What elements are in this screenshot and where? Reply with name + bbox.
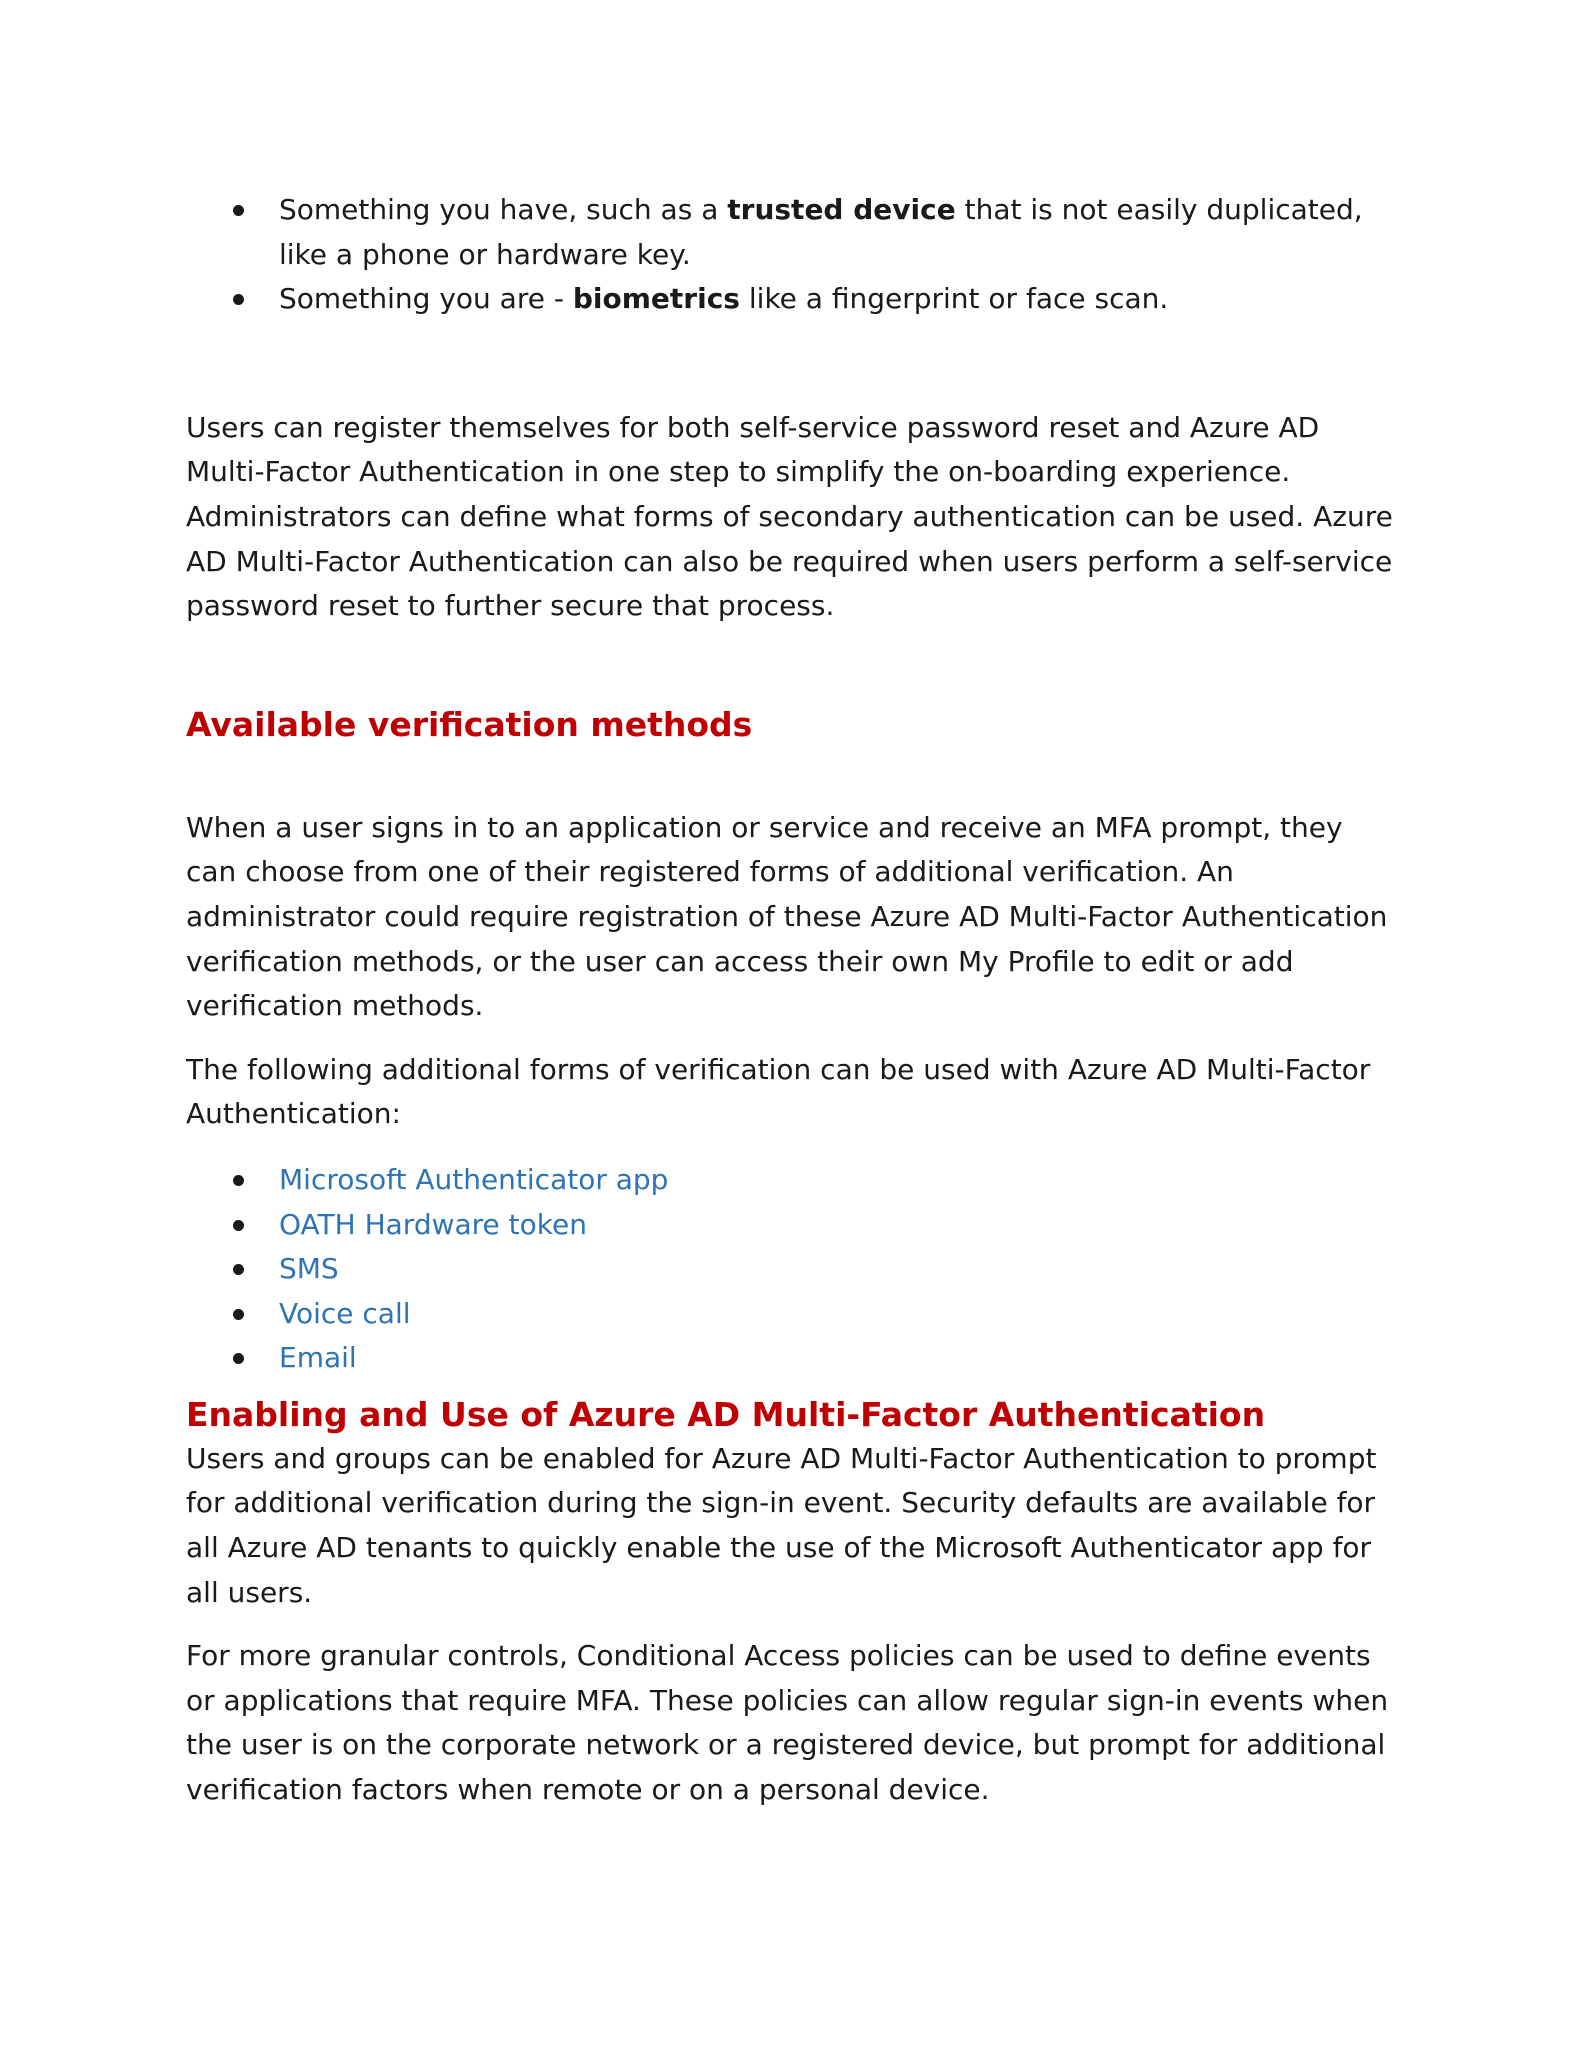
bullet-dot: [233, 1220, 244, 1231]
bullet-dot: [233, 1175, 244, 1186]
bullet-dot: [233, 294, 244, 305]
method-link-email[interactable]: Email: [279, 1341, 357, 1375]
bullet-bold-term: biometrics: [572, 282, 740, 316]
method-link-sms[interactable]: SMS: [279, 1252, 339, 1286]
bullet-text-pre: Something you have, such as a: [279, 193, 728, 226]
factor-bullet-list: [186, 188, 1396, 322]
list-item: [186, 1158, 1396, 1203]
conditional-access-paragraph: For more granular controls, Conditional Access policies can be used to define events or applications that require MFA. These policies can allow regular sign-in events when the user is on the corporate network or a registered device, but prompt for additional verification factors when remote or on a personal device.: [186, 1639, 1389, 1807]
document-page: [186, 188, 1396, 1813]
section-heading-enabling-mfa: Enabling and Use of Azure AD Multi-Factor Authentication: [186, 1394, 1266, 1434]
method-link-voice-call[interactable]: Voice call: [279, 1296, 411, 1330]
method-link-oath-token[interactable]: OATH Hardware token: [279, 1207, 587, 1241]
list-item: [186, 1247, 1396, 1292]
verification-method-list: [186, 1158, 1396, 1381]
bullet-biometrics: [186, 277, 1396, 322]
bullet-text-post: like a fingerprint or face scan.: [739, 282, 1169, 316]
bullet-text-pre: Something you are -: [279, 282, 573, 316]
bullet-trusted-device: [186, 188, 1396, 277]
method-link-authenticator-app[interactable]: Microsoft Authenticator app: [279, 1162, 669, 1196]
bullet-text-post: that is not easily duplicated, like a phone or hardware key.: [279, 193, 1363, 271]
list-item: [186, 1203, 1396, 1248]
bullet-bold-term: trusted device: [727, 193, 956, 226]
enabling-paragraph: Users and groups can be enabled for Azure AD Multi-Factor Authentication to prompt for additional verification during the sign-in event. Security defaults are available for all Azure AD tenants to quickly enable the use of the Microsoft Authenticator app for all users.: [186, 1441, 1377, 1609]
bullet-dot: [233, 205, 244, 216]
forms-paragraph: The following additional forms of verification can be used with Azure AD Multi-Factor Authentication:: [186, 1052, 1371, 1131]
bullet-dot: [233, 1309, 244, 1320]
list-item: [186, 1336, 1396, 1381]
bullet-dot: [233, 1353, 244, 1364]
verification-paragraph: When a user signs in to an application or service and receive an MFA prompt, they can choose from one of their registered forms of additional verification. An administrator could require registration of these Azure AD Multi-Factor Authentication verification methods, or the user can access their own My Profile to edit or add verification methods.: [186, 810, 1388, 1023]
intro-paragraph: Users can register themselves for both self-service password reset and Azure AD Multi-Factor Authentication in one step to simplify the on-boarding experience. Administrators can define what forms of secondary authentication can be used. Azure AD Multi-Factor Authentication can also be required when users perform a self-service password reset to further secure that process.: [186, 410, 1393, 623]
list-item: [186, 1292, 1396, 1337]
bullet-dot: [233, 1264, 244, 1275]
section-heading-verification-methods: Available verification methods: [186, 704, 753, 744]
